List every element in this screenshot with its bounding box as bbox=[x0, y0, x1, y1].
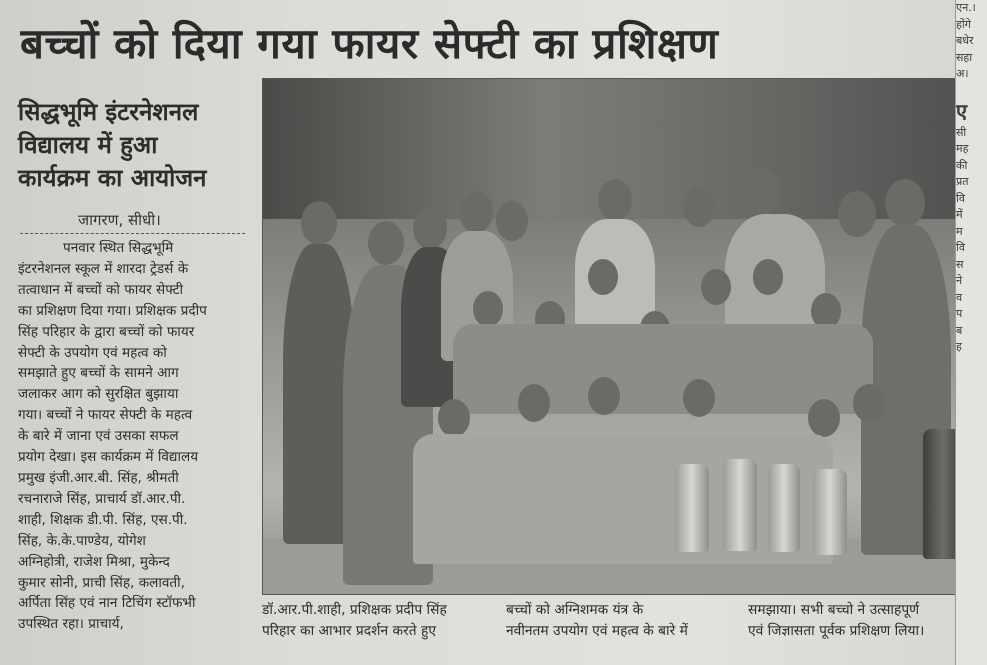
body-line: अर्पिता सिंह एवं नान टिचिंग स्टॉफभी bbox=[18, 595, 196, 612]
body-line: शाही, शिक्षक डी.पी. सिंह, एस.पी. bbox=[18, 511, 188, 528]
children-middle-row bbox=[453, 324, 873, 414]
child-head bbox=[753, 259, 783, 295]
body-line: सिंह परिहार के द्वारा बच्चों को फायर bbox=[18, 323, 195, 340]
body-line: रचनाराजे सिंह, प्राचार्य डॉ.आर.पी. bbox=[18, 490, 186, 507]
caption-line: एवं जिज्ञासता पूर्वक प्रशिक्षण लिया। bbox=[748, 623, 925, 639]
caption-line: बच्चों को अग्निशमक यंत्र के bbox=[506, 602, 644, 618]
caption-line: नवीनतम उपयोग एवं महत्व के बारे में bbox=[506, 623, 688, 639]
article-body bbox=[18, 238, 246, 635]
person-head bbox=[496, 201, 528, 241]
body-line: समझाते हुए बच्चों के सामने आग bbox=[18, 365, 179, 382]
subheading bbox=[18, 96, 253, 195]
child-head bbox=[683, 379, 715, 417]
body-line: जलाकर आग को सुरक्षित बुझाया bbox=[18, 386, 179, 403]
side-line: ने bbox=[956, 274, 963, 287]
person-head bbox=[459, 191, 493, 233]
body-line: पनवार स्थित सिद्धभूमि bbox=[63, 240, 174, 256]
body-line: प्रयोग देखा। इस कार्यक्रम में विद्यालय bbox=[18, 449, 199, 466]
person-head bbox=[413, 207, 447, 249]
side-line: व bbox=[956, 290, 963, 304]
dateline-divider bbox=[20, 233, 245, 234]
person-head bbox=[598, 179, 632, 221]
side-heading: ए bbox=[956, 98, 968, 123]
child-head bbox=[853, 384, 885, 422]
side-line: में bbox=[956, 208, 963, 221]
child-head bbox=[518, 384, 550, 422]
side-line: अ। bbox=[956, 67, 969, 80]
headline: बच्चों को दिया गया फायर सेफ्टी का प्रशिक्षण bbox=[20, 19, 719, 68]
dateline: जागरण, सीधी। bbox=[78, 211, 161, 229]
side-line: ब bbox=[956, 323, 963, 337]
caption-line: परिहार का आभार प्रदर्शन करते हुए bbox=[262, 623, 436, 639]
side-line: होंगे bbox=[956, 17, 971, 31]
side-line: वि bbox=[956, 191, 965, 205]
side-line: सहा bbox=[956, 50, 973, 64]
child-head bbox=[473, 291, 503, 327]
side-line: प bbox=[956, 307, 963, 320]
person-head bbox=[368, 221, 404, 265]
fire-extinguisher bbox=[675, 464, 709, 552]
side-line: की bbox=[956, 158, 968, 172]
body-line: उपस्थित रहा। प्राचार्य, bbox=[18, 616, 124, 633]
side-line: म bbox=[956, 224, 963, 238]
person-head bbox=[838, 191, 876, 237]
child-head bbox=[808, 399, 840, 437]
side-line: बधेर bbox=[956, 34, 974, 47]
child-head bbox=[438, 399, 470, 437]
body-line: सिंह, के.के.पाण्डेय, योगेश bbox=[18, 532, 146, 549]
side-line: एन.। bbox=[956, 1, 976, 14]
fire-extinguisher bbox=[813, 469, 847, 555]
side-line: प्रत bbox=[956, 175, 969, 188]
body-line: प्रमुख इंजी.आर.बी. सिंह, श्रीमती bbox=[18, 469, 179, 486]
child-head bbox=[701, 269, 731, 305]
subheading-line: विद्यालय में हुआ bbox=[18, 131, 158, 159]
body-line: के बारे में जाना एवं उसका सफल bbox=[18, 428, 179, 445]
body-line: इंटरनेशनल स्कूल में शारदा ट्रेडर्स के bbox=[18, 260, 189, 277]
news-photo bbox=[262, 78, 972, 595]
person-head bbox=[683, 187, 715, 227]
body-line: गया। बच्चों ने फायर सेफ्टी के महत्व bbox=[18, 407, 193, 424]
body-line: तत्वाधान में बच्चों को फायर सेफ्टी bbox=[18, 281, 184, 298]
photo-caption-col1 bbox=[262, 600, 447, 642]
body-line: अग्निहोत्री, राजेश मिश्रा, मुकेन्द bbox=[18, 553, 170, 570]
child-head bbox=[588, 377, 620, 415]
caption-line: समझाया। सभी बच्चो ने उत्साहपूर्ण bbox=[748, 602, 920, 618]
child-head bbox=[588, 259, 618, 295]
side-line: मह bbox=[956, 142, 969, 155]
subheading-line: कार्यक्रम का आयोजन bbox=[18, 164, 207, 192]
fire-extinguisher bbox=[768, 464, 800, 552]
body-line: सेफ्टी के उपयोग एवं महत्व को bbox=[18, 344, 167, 361]
photo-caption-col2 bbox=[506, 600, 688, 642]
person-head bbox=[301, 201, 337, 245]
body-line: का प्रशिक्षण दिया गया। प्रशिक्षक प्रदीप bbox=[18, 302, 207, 319]
person-head bbox=[885, 179, 925, 227]
subheading-line: सिद्धभूमि इंटरनेशनल bbox=[18, 98, 199, 126]
side-line: ह bbox=[956, 340, 962, 353]
person-head bbox=[741, 167, 781, 215]
adjacent-column bbox=[955, 0, 987, 665]
fire-extinguisher bbox=[723, 459, 757, 551]
photo-caption-col3 bbox=[748, 600, 924, 642]
side-line: वि bbox=[956, 241, 965, 254]
side-line: सी bbox=[956, 125, 967, 139]
caption-line: डॉ.आर.पी.शाही, प्रशिक्षक प्रदीप सिंह bbox=[262, 602, 447, 618]
side-line: स bbox=[956, 257, 964, 271]
body-line: कुमार सोनी, प्राची सिंह, कलावती, bbox=[18, 574, 186, 591]
